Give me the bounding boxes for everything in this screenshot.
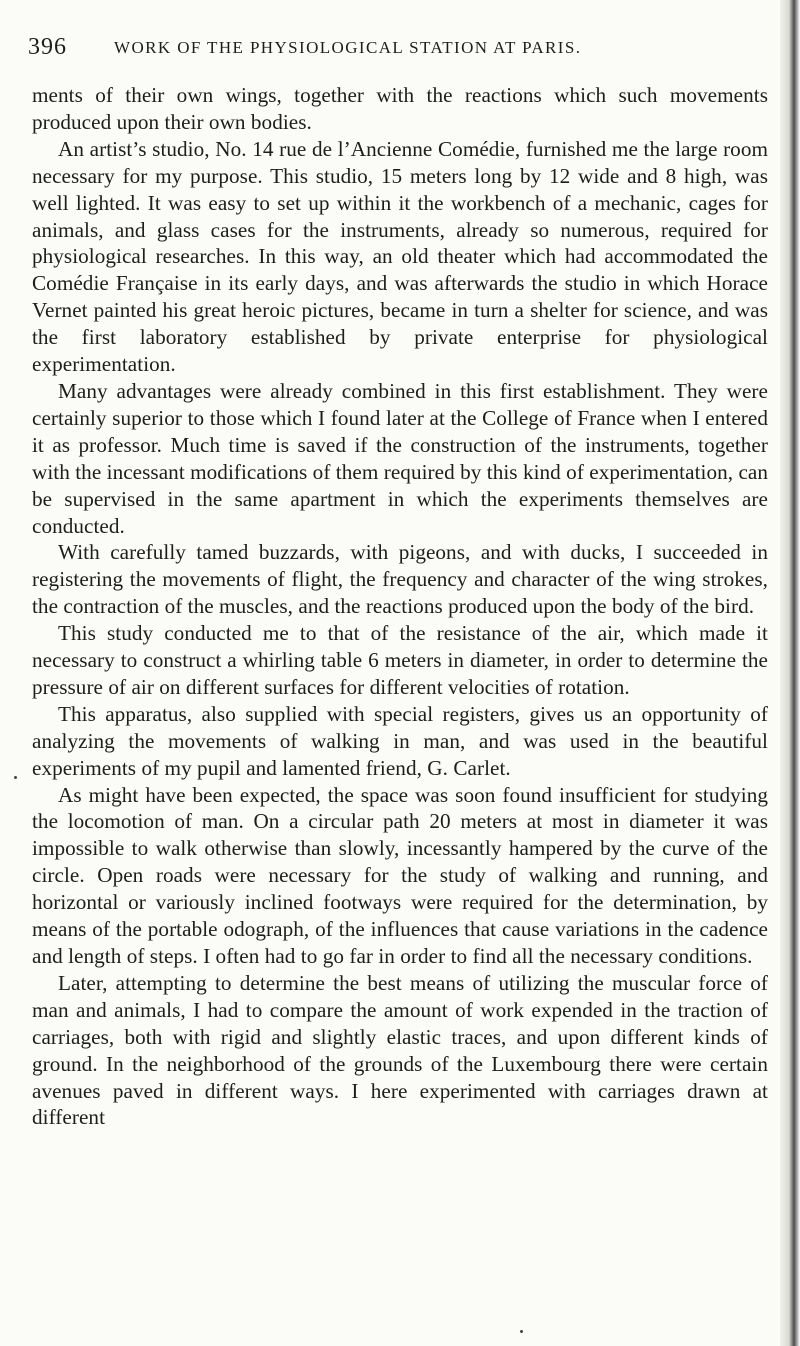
paragraph-apparatus: This apparatus, also supplied with special registers, gives us an opportunity of analyzing the movements of walking in man, and was used in the beautiful experiments of my pupil and lamented friend, G. Carlet. xyxy=(32,701,768,780)
paragraph-air-resistance: This study conducted me to that of the resistance of the air, which made it necessary to construct a whirling table 6 meters in diameter, in order to determine the pressure of air on different surfaces for different velocities of rotation. xyxy=(32,621,768,699)
paragraph-artist-studio: An artist’s studio, No. 14 rue de l’Ancienne Comédie, furnished me the large room necessary for my purpose. This studio, 15 meters long by 12 wide and 8 high, was well lighted. It was easy to set up within it the workbench of a mechanic, cages for animals, and glass cases for the instruments, already so numerous, required for physiological researches. In this way, an old theater which had accommodated the Comédie Française in its early days, and was afterwards the studio in which Horace Vernet painted his great heroic pictures, became in turn a shelter for science, and was the first laboratory established by private enterprise for physiological experimentation. xyxy=(32,136,768,377)
paragraph-continued: ments of their own wings, together with the reactions which such movements produced upon their own bodies. xyxy=(32,83,768,134)
paragraph-locomotion: As might have been expected, the space was soon found insufficient for studying the locomotion of man. On a circular path 20 meters at most in diameter it was impossible to walk otherwise than slowly, incessantly hampered by the curve of the circle. Open roads were necessary for the study of walking and running, and horizontal or variously inclined footways were required for the determination, by means of the portable odograph, of the influences that cause variations in the cadence and length of steps. I often had to go far in order to find all the necessary conditions. xyxy=(32,782,768,968)
running-head: WORK OF THE PHYSIOLOGICAL STATION AT PARIS. xyxy=(114,38,582,57)
page-header xyxy=(28,30,768,66)
paragraph-advantages: Many advantages were already combined in this first establishment. They were certainly superior to those which I found later at the College of France when I entered it as professor. Much time is saved if the construction of the instruments, together with the incessant modifications of them required by this kind of experimentation, can be supervised in the same apartment in which the experiments themselves are conducted. xyxy=(32,378,768,538)
paragraph-buzzards: With carefully tamed buzzards, with pigeons, and with ducks, I succeeded in registering the movements of flight, the frequency and character of the wing strokes, the contraction of the muscles, and the reactions produced upon the body of the bird. xyxy=(32,540,768,619)
page-edge-shadow xyxy=(780,0,800,1346)
paragraph-traction: Later, attempting to determine the best means of utilizing the muscular force of man and animals, I had to compare the amount of work expended in the traction of carriages, both with rigid and slightly elastic traces, and upon different kinds of ground. In the neighborhood of the grounds of the Luxembourg there were certain avenues paved in different ways. I here experimented with carriages drawn at different xyxy=(32,970,768,1130)
margin-speck xyxy=(520,1330,523,1333)
page-number: 396 xyxy=(28,34,67,60)
margin-speck xyxy=(14,776,17,779)
body-text xyxy=(32,82,768,1131)
